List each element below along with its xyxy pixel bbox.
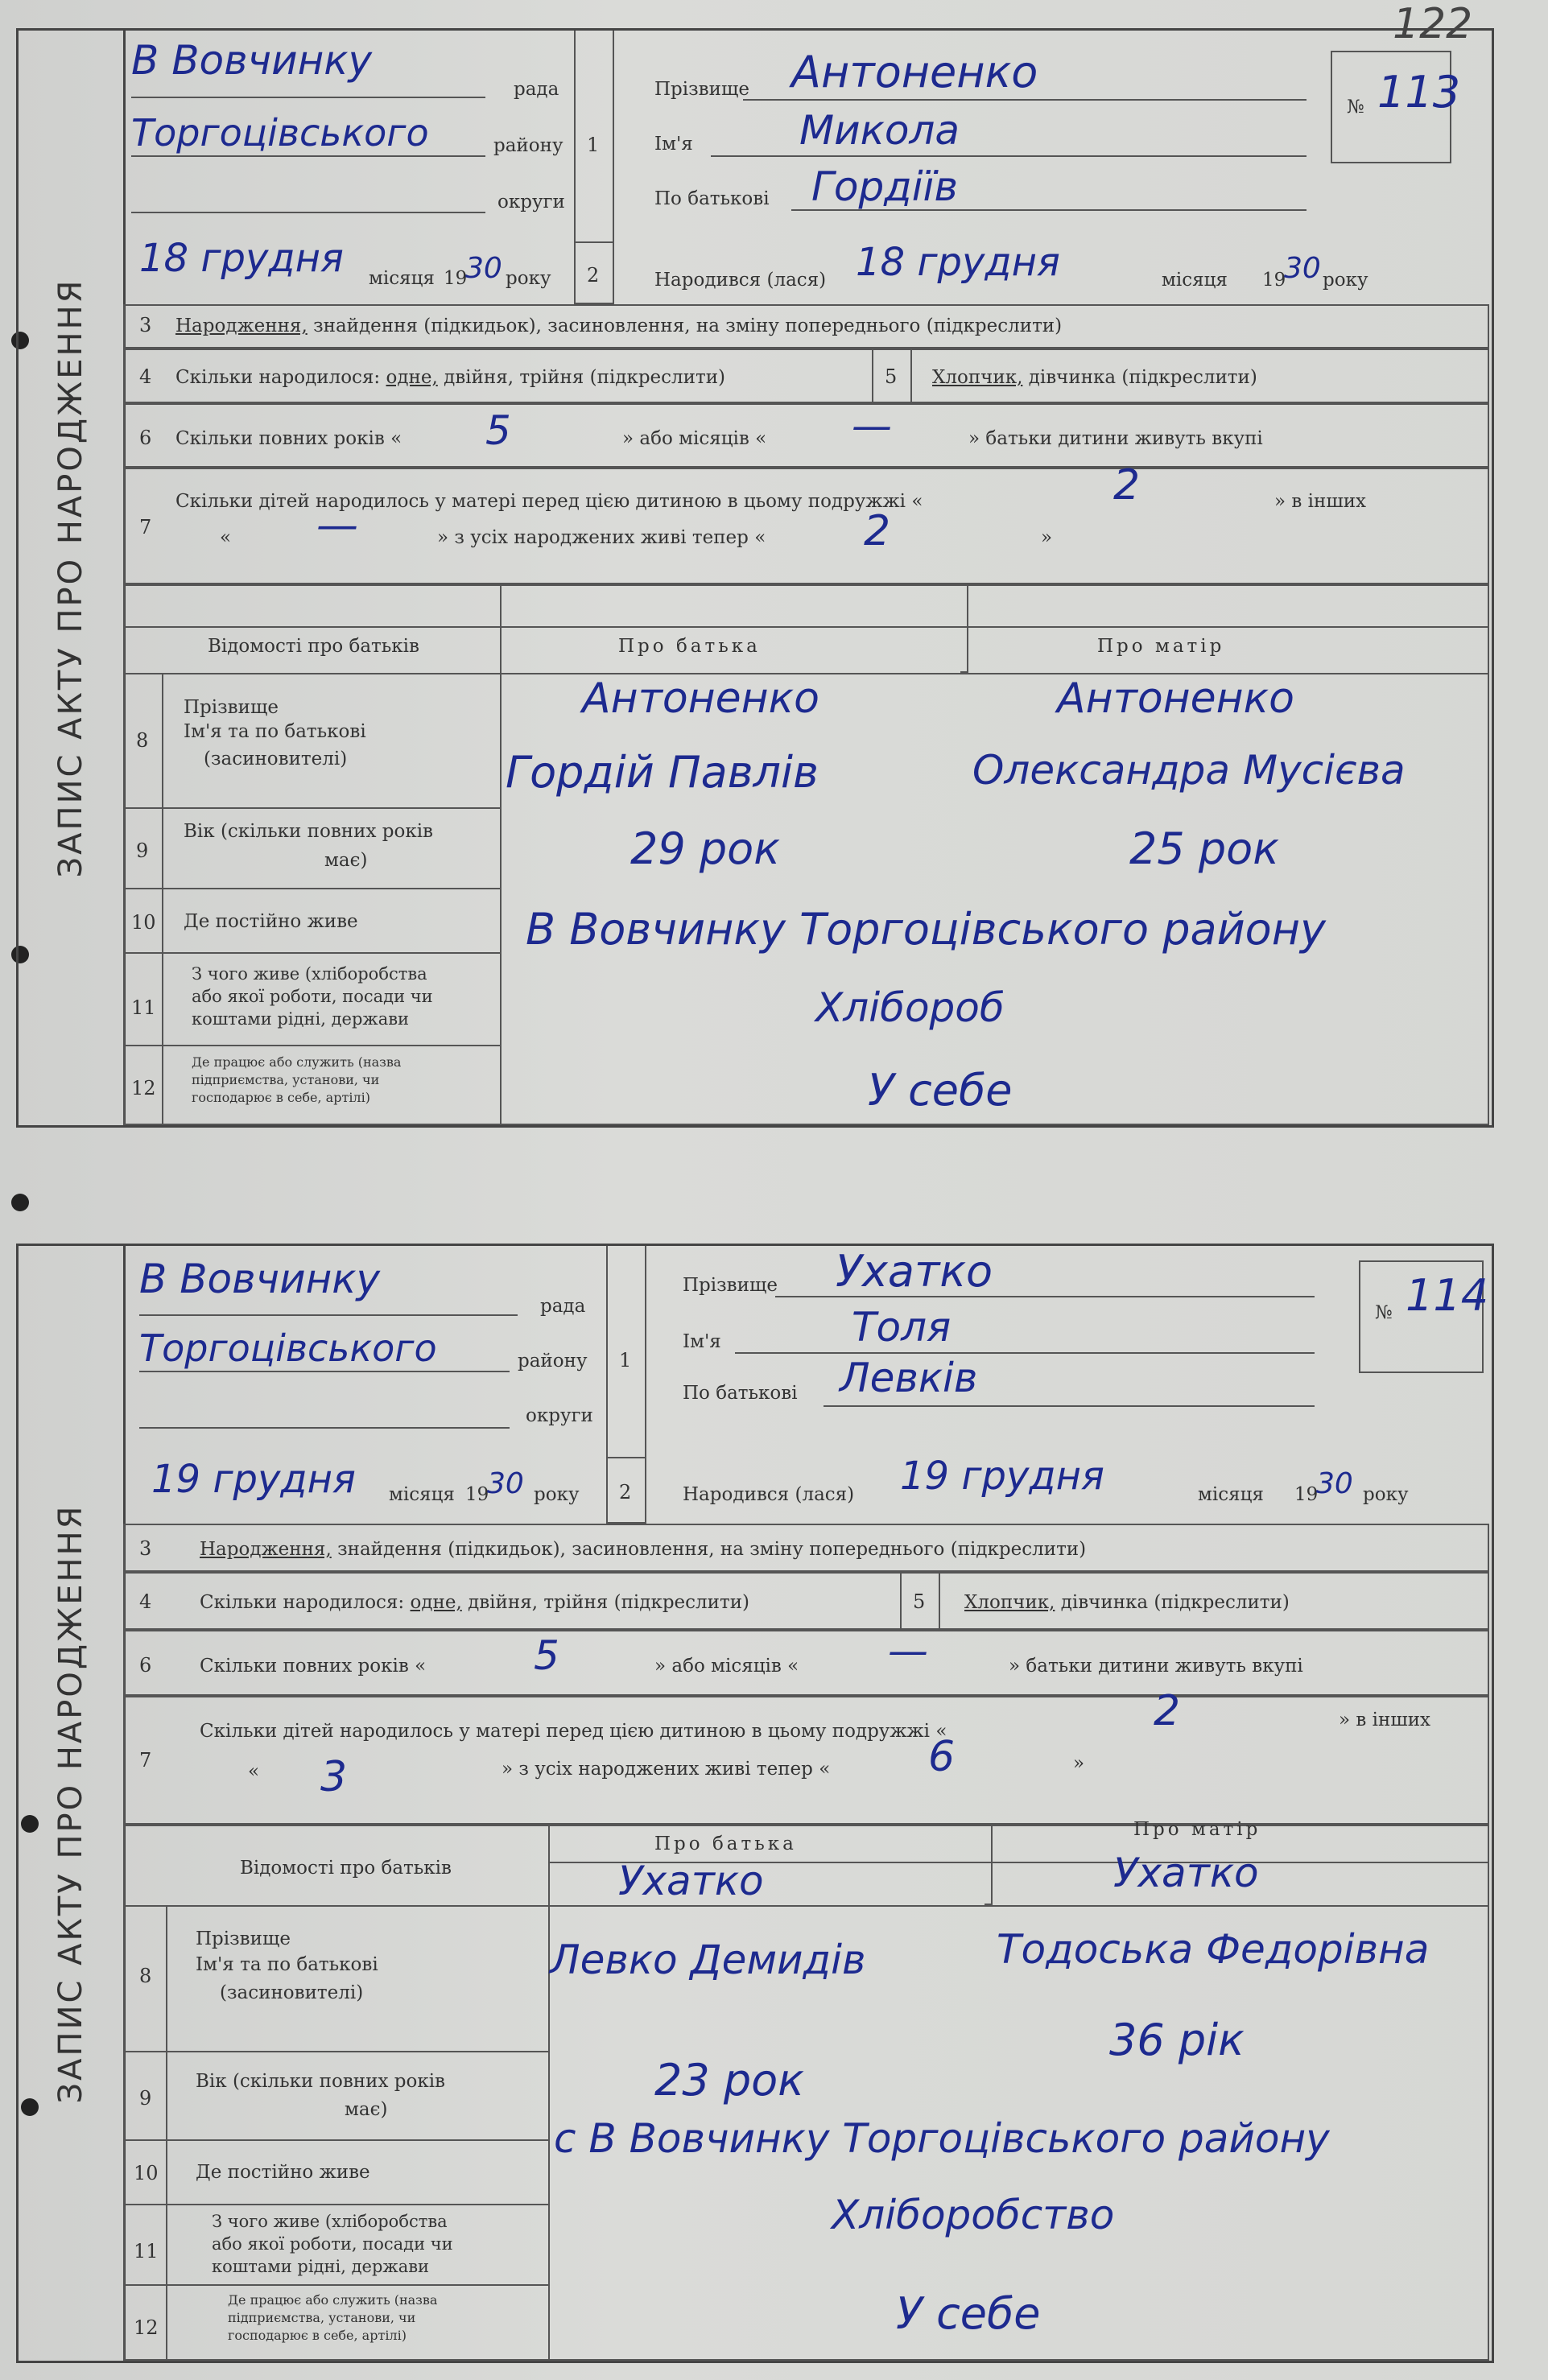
children-alive: 6 bbox=[928, 1733, 956, 1781]
child-patronymic: Гордіїв bbox=[811, 163, 959, 210]
child-name: Толя bbox=[852, 1304, 952, 1351]
raion-value: Торгоцівського bbox=[139, 1326, 437, 1370]
children-before: 2 bbox=[1154, 1687, 1181, 1735]
rada-label: рада bbox=[514, 79, 559, 100]
parents-info-header: Відомості про батьків bbox=[240, 1858, 452, 1879]
child-patronymic: Левків bbox=[840, 1355, 978, 1401]
punch-hole bbox=[11, 1194, 29, 1211]
surname-label: Прізвище bbox=[683, 1275, 778, 1296]
mother-surname: Ухатко bbox=[1113, 1850, 1259, 1896]
row-3-text: Народження, знайдення (підкидьок), засиновлення, на зміну попереднього (підкреслити) bbox=[175, 316, 1063, 336]
name-label: Ім'я bbox=[654, 134, 693, 155]
months-together: — bbox=[888, 1627, 928, 1674]
patronymic-label: По батькові bbox=[654, 188, 770, 209]
registration-year: 30 bbox=[465, 252, 502, 285]
rada-value: В Вовчинку bbox=[139, 1256, 381, 1302]
children-other: 3 bbox=[320, 1753, 348, 1801]
workplace: У себе bbox=[868, 1065, 1013, 1116]
birth-date: 19 грудня bbox=[900, 1454, 1104, 1499]
child-surname: Антоненко bbox=[791, 47, 1038, 97]
record-number: 114 bbox=[1406, 1270, 1489, 1321]
father-age: 23 рок bbox=[654, 2055, 804, 2106]
children-alive: 2 bbox=[864, 507, 891, 555]
residence: В Вовчинку Торгоцівського району bbox=[526, 904, 1326, 955]
row-4-text: Скільки народилося: одне, двійня, трійня (підкреслити) bbox=[200, 1592, 749, 1613]
children-other: — bbox=[316, 501, 358, 550]
archive-page-number: 122 bbox=[1393, 0, 1473, 48]
child-name: Микола bbox=[799, 107, 960, 154]
birth-year: 30 bbox=[1284, 252, 1321, 285]
birth-date: 18 грудня bbox=[856, 240, 1060, 285]
father-name: Левко Демидів bbox=[550, 1937, 866, 1983]
record-number: 113 bbox=[1377, 67, 1461, 118]
occupation: Хлібороб bbox=[815, 984, 1005, 1031]
mother-age: 25 рок bbox=[1129, 823, 1279, 874]
okruha-label: округи bbox=[497, 192, 565, 212]
workplace: У себе bbox=[896, 2288, 1041, 2339]
about-father-header: Про батька bbox=[618, 636, 761, 657]
mother-name: Олександра Мусієва bbox=[972, 747, 1406, 794]
years-together: 5 bbox=[534, 1632, 559, 1679]
about-mother-header: Про матір bbox=[1133, 1819, 1261, 1840]
row-5-text: Хлопчик, дівчинка (підкреслити) bbox=[964, 1592, 1290, 1613]
born-label: Народився (лася) bbox=[654, 270, 827, 291]
birth-record-113: ЗАПИС АКТУ ПРО НАРОДЖЕННЯ В Вовчинку рада Торгоцівського району округи 18 грудня місяця 19 30 року 1 2 Прізвище Антоненко Ім'я Микола По батькові Гордіїв Народився (лася) 18 грудня місяця 19 30 року № 113 3 Народження, знайдення (підкидьок), засиновлення, на зміну попереднього (підкреслити) 4 Скільки народилося: одне, двійня, трійня (підкреслити) 5 Хлопчик, дівчинка (підкреслити) 6 Скільки повних років « 5 » або місяців « — » батьки дитини живуть вкупі 7 Скільки дітей народилось у матері перед цією дитиною в цьому подружжі « 2 » в інших « — » з усіх народжених живі тепер « 2 » Відомості про батьків Про батька Про матір 8 Прізвище Ім'я та по батькові (засиновителі) 9 Вік (скільки повних років має) 10 Де постійно живе 11 З чого живе (хліборобства або якої роботи, посади чи коштами рідні, держави 12 Де працює або служить (назва підприємства, установи, чи господарює в себе, артілі) Антоненко Антоненко Гордій Павлів Олександра Мусієва 29 рок 25 рок В Вовчинку Торгоцівського району Хлібороб У себе bbox=[16, 28, 1494, 1128]
father-age: 29 рок bbox=[630, 823, 780, 874]
rada-value: В Вовчинку bbox=[131, 37, 373, 84]
father-name: Гордій Павлів bbox=[506, 747, 819, 798]
father-surname: Ухатко bbox=[618, 1858, 764, 1904]
about-father-header: Про батька bbox=[654, 1833, 797, 1854]
occupation: Хліборобство bbox=[832, 2192, 1115, 2238]
month-label: місяця bbox=[369, 268, 435, 289]
mother-age: 36 рік bbox=[1109, 2015, 1245, 2065]
name-label: Ім'я bbox=[683, 1331, 721, 1352]
raion-label: району bbox=[518, 1351, 588, 1371]
raion-label: району bbox=[493, 135, 563, 156]
surname-label: Прізвище bbox=[654, 79, 749, 100]
rada-label: рада bbox=[540, 1296, 586, 1317]
okruha-label: округи bbox=[526, 1405, 593, 1426]
registration-date: 18 грудня bbox=[139, 236, 344, 281]
children-before: 2 bbox=[1113, 461, 1141, 509]
father-surname: Антоненко bbox=[582, 674, 819, 723]
row-5-text: Хлопчик, дівчинка (підкреслити) bbox=[932, 367, 1257, 388]
row-3-text: Народження, знайдення (підкидьок), засиновлення, на зміну попереднього (підкреслити) bbox=[200, 1539, 1087, 1560]
raion-value: Торгоцівського bbox=[131, 111, 429, 155]
residence: с В Вовчинку Торгоцівського району bbox=[554, 2115, 1330, 2162]
months-together: — bbox=[852, 402, 892, 449]
patronymic-label: По батькові bbox=[683, 1383, 798, 1404]
registration-date: 19 грудня bbox=[151, 1457, 356, 1502]
years-together: 5 bbox=[485, 407, 511, 454]
about-mother-header: Про матір bbox=[1097, 636, 1225, 657]
mother-name: Тодоська Федорівна bbox=[997, 1926, 1430, 1973]
birth-year: 30 bbox=[1316, 1467, 1353, 1500]
birth-record-114: ЗАПИС АКТУ ПРО НАРОДЖЕННЯ В Вовчинку рада Торгоцівського району округи 19 грудня місяця 19 30 року 1 2 Прізвище Ухатко Ім'я Толя По батькові Левків Народився (лася) 19 грудня місяця 19 30 року № 114 3 Народження, знайдення (підкидьок), засиновлення, на зміну попереднього (підкреслити) 4 Скільки народилося: одне, двійня, трійня (підкреслити) 5 Хлопчик, дівчинка (підкреслити) 6 Скільки повних років « 5 » або місяців « — » батьки дитини живуть вкупі 7 Скільки дітей народилось у матері перед цією дитиною в цьому подружжі « 2 » в інших « 3 » з усіх народжених живі тепер « 6 » Відомості про батьків Про батька Про матір 8 Прізвище Ім'я та по батькові (засиновителі) 9 Вік (скільки повних років має) 10 Де постійно живе 11 З чого живе (хліборобства або якої роботи, посади чи коштами рідні, держави 12 Де працює або служить (назва підприємства, установи, чи господарює в себе, артілі) Ухатко Ухатко Левко Демидів Тодоська Федорівна 23 рок 36 рік с В Вовчинку Торгоцівського району Хліборобство У себе bbox=[16, 1244, 1494, 2363]
child-surname: Ухатко bbox=[836, 1246, 993, 1297]
vertical-title: ЗАПИС АКТУ ПРО НАРОДЖЕННЯ bbox=[19, 1246, 126, 2361]
parents-info-header: Відомості про батьків bbox=[208, 636, 419, 657]
born-label: Народився (лася) bbox=[683, 1484, 855, 1505]
row-4-text: Скільки народилося: одне, двійня, трійня (підкреслити) bbox=[175, 367, 725, 388]
vertical-title: ЗАПИС АКТУ ПРО НАРОДЖЕННЯ bbox=[19, 31, 126, 1125]
registration-year: 30 bbox=[487, 1467, 524, 1500]
mother-surname: Антоненко bbox=[1057, 674, 1294, 723]
